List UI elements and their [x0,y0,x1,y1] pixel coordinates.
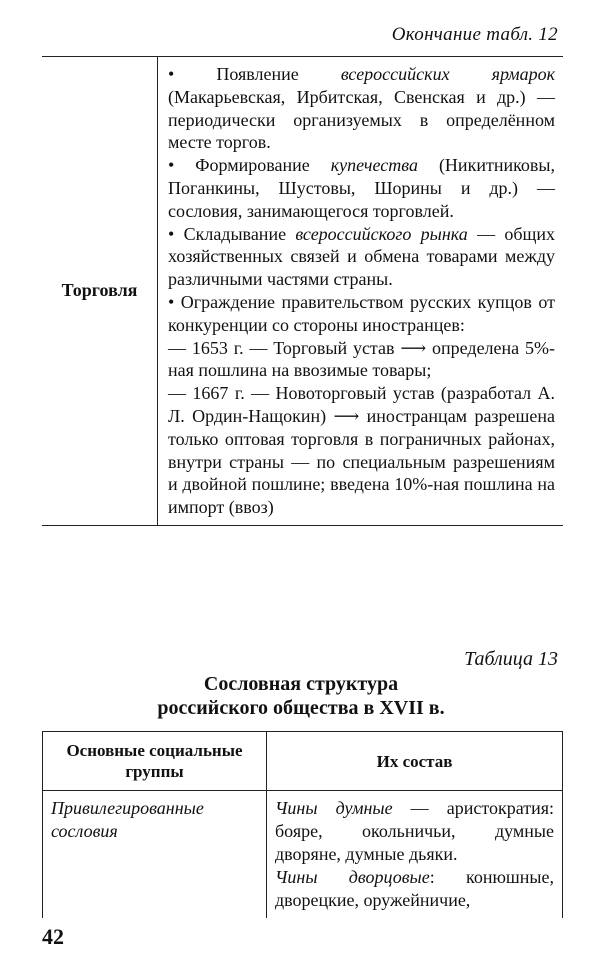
cell-text: — аристократия: бояре, окольничьи, думные дворяне, думные дьяки. [275,798,554,864]
term: Чины дворцовые [275,867,430,887]
page-number: 42 [42,924,64,949]
table-row [42,57,563,526]
term: Чины думные [275,798,393,818]
table-13 [42,731,563,918]
table-13-title [0,672,602,720]
bullet-term: всероссийского рынка [295,223,468,244]
bullet-text: • Появление [168,64,341,84]
bullet-text: — общих хозяйственных связей и обмена товарами между различными частями страны. [168,223,555,290]
row-content-trade [158,57,564,526]
bullet-text: (Макарьевская, Ирбитская, Свенская и др.) — периодически организуемых в определённом месте торгов. [168,86,555,153]
table-row [43,791,563,919]
group-cell: Привилегированные сословия [43,791,267,919]
bullet-text: • Складывание [168,223,296,244]
column-header-groups: Основные социальные группы [43,732,267,791]
title-line-2: российского общества в XVII в. [157,697,445,719]
bullet-merchants [168,154,555,222]
cell-text: : конюшные, дворецкие, оружейничие, [275,867,554,910]
table-13-label: Таблица 13 [464,648,558,670]
composition-cell [267,791,563,919]
bullet-fairs [168,63,555,154]
table-header-row [43,732,563,791]
continuation-caption: Окончание табл. 12 [391,24,558,45]
bullet-text: • Формирование [168,155,331,176]
bullet-text: (Никитниковы, Поганкины, Шустовы, Шорины и др.) — сословия, занимающегося торговлей. [168,155,556,221]
bullet-term: купечества [330,155,418,176]
bullet-market [168,223,555,291]
bullet-term: всероссийских ярмарок [340,64,555,84]
table-12-continuation [42,56,563,526]
row-head-trade: Торговля [42,57,158,526]
bullet-protection: • Ограждение правительством русских купцов от конкуренции со стороны иностранцев: [168,291,555,335]
column-header-composition: Их состав [267,732,563,791]
bullet-1667: — 1667 г. — Новоторговый устав (разработал А. Л. Ордин-Нащокин) ⟶ иностранцам разрешена только оптовая торговля в пограничных районах, внутри страны — по специальным разрешениям и двойной пошлине; введена 10%-ная пошлина на импорт (ввоз) [168,383,555,518]
bullet-1653: — 1653 г. — Торговый устав ⟶ определена 5%-ная пошлина на ввозимые товары; [168,337,555,381]
title-line-1: Сословная структура [203,673,399,695]
